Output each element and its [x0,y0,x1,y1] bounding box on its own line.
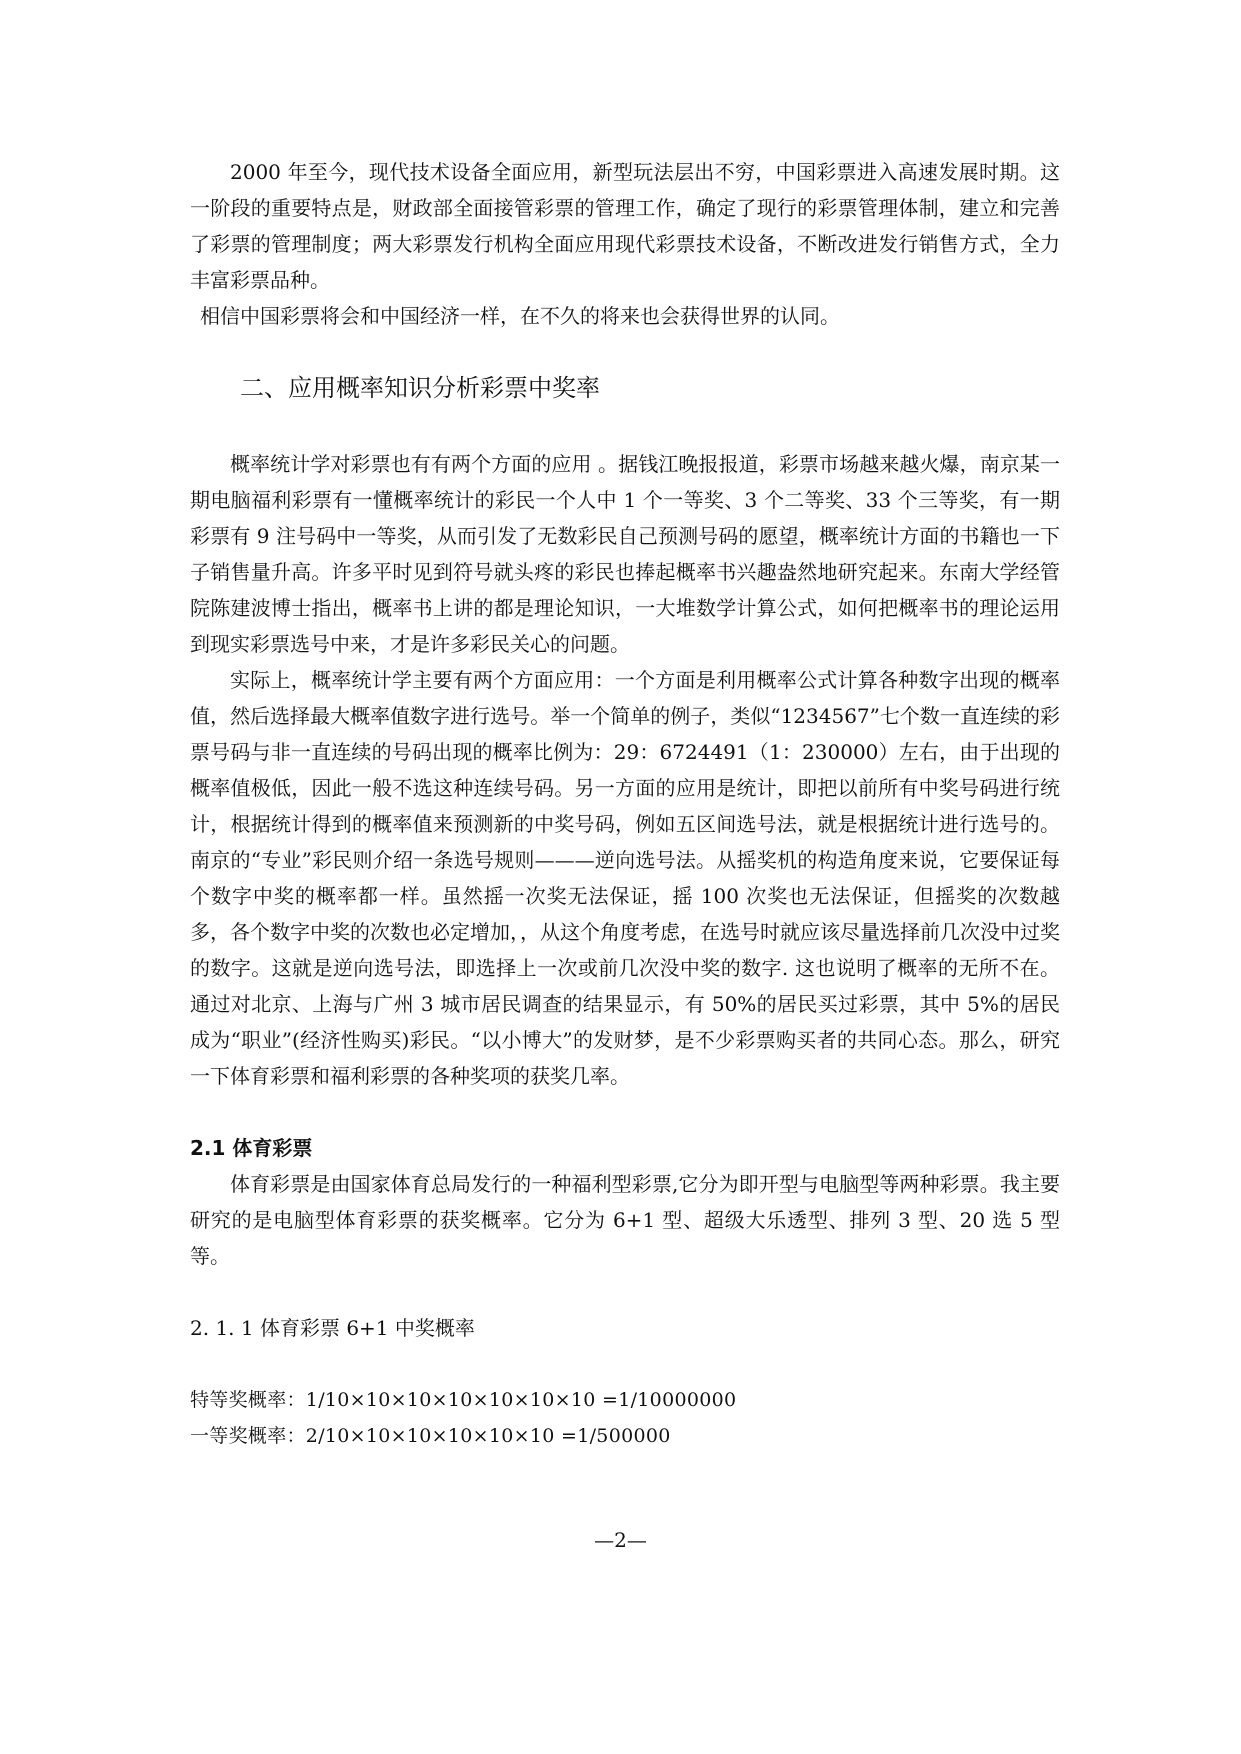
formula-special-prize: 特等奖概率：1/10×10×10×10×10×10×10 =1/10000000 [190,1389,737,1411]
section-2-paragraph-1: 概率统计学对彩票也有有两个方面的应用 。据钱江晚报报道，彩票市场越来越火爆，南京某一期电脑福利彩票有一懂概率统计的彩民一个人中 1 个一等奖、3 个二等奖、33 个三等奖，有一期彩票有 9 注号码中一等奖，从而引发了无数彩民自己预测号码的愿望，概率统计方面的书籍也一下子销售量升高。许多平时见到符号就头疼的彩民也捧起概率书兴趣盎然地研究起来。东南大学经管院陈建波博士指出，概率书上讲的都是理论知识，一大堆数学计算公式，如何把概率书的理论运用到现实彩票选号中来，才是许多彩民关心的问题。 [190,452,1060,656]
section-2-1-heading: 2.1 体育彩票 [190,1136,313,1160]
section-2-paragraph-2: 实际上，概率统计学主要有两个方面应用：一个方面是利用概率公式计算各种数字出现的概率值，然后选择最大概率值数字进行选号。举一个简单的例子，类似“1234567”七个数一直连续的彩票号码与非一直连续的号码出现的概率比例为：29：6724491（1：230000）左右，由于出现的概率值极低，因此一般不选这种连续号码。另一方面的应用是统计，即把以前所有中奖号码进行统计，根据统计得到的概率值来预测新的中奖号码，例如五区间选号法，就是根据统计进行选号的。南京的“专业”彩民则介绍一条选号规则———逆向选号法。从摇奖机的构造角度来说，它要保证每个数字中奖的概率都一样。虽然摇一次奖无法保证，摇 100 次奖也无法保证，但摇奖的次数越多，各个数字中奖的次数也必定增加，，从这个角度考虑，在选号时就应该尽量选择前几次没中过奖的数字。这就是逆向选号法，即选择上一次或前几次没中奖的数字. 这也说明了概率的无所不在。通过对北京、上海与广州 3 城市居民调查的结果显示，有 50%的居民买过彩票，其中 5%的居民成为“职业”(经济性购买)彩民。“以小博大”的发财梦，是不少彩票购买者的共同心态。那么，研究一下体育彩票和福利彩票的各种奖项的获奖几率。 [190,668,1060,1088]
page-number: —2— [594,1528,647,1552]
page-content [190,154,1060,1454]
formula-first-prize: 一等奖概率：2/10×10×10×10×10×10 =1/500000 [190,1425,671,1447]
intro-paragraph-1: 2000 年至今，现代技术设备全面应用，新型玩法层出不穷，中国彩票进入高速发展时期。这一阶段的重要特点是，财政部全面接管彩票的管理工作，确定了现行的彩票管理体制，建立和完善了彩票的管理制度；两大彩票发行机构全面应用现代彩票技术设备，不断改进发行销售方式，全力丰富彩票品种。 [190,160,1060,292]
section-2-1-1-heading: 2. 1. 1 体育彩票 6+1 中奖概率 [190,1316,475,1340]
section-2-heading: 二、应用概率知识分析彩票中奖率 [240,374,600,402]
section-2-1-paragraph: 体育彩票是由国家体育总局发行的一种福利型彩票,它分为即开型与电脑型等两种彩票。我主要研究的是电脑型体育彩票的获奖概率。它分为 6+1 型、超级大乐透型、排列 3 型、20 选 5 型等。 [190,1172,1060,1268]
intro-paragraph-2: 相信中国彩票将会和中国经济一样，在不久的将来也会获得世界的认同。 [200,304,840,328]
